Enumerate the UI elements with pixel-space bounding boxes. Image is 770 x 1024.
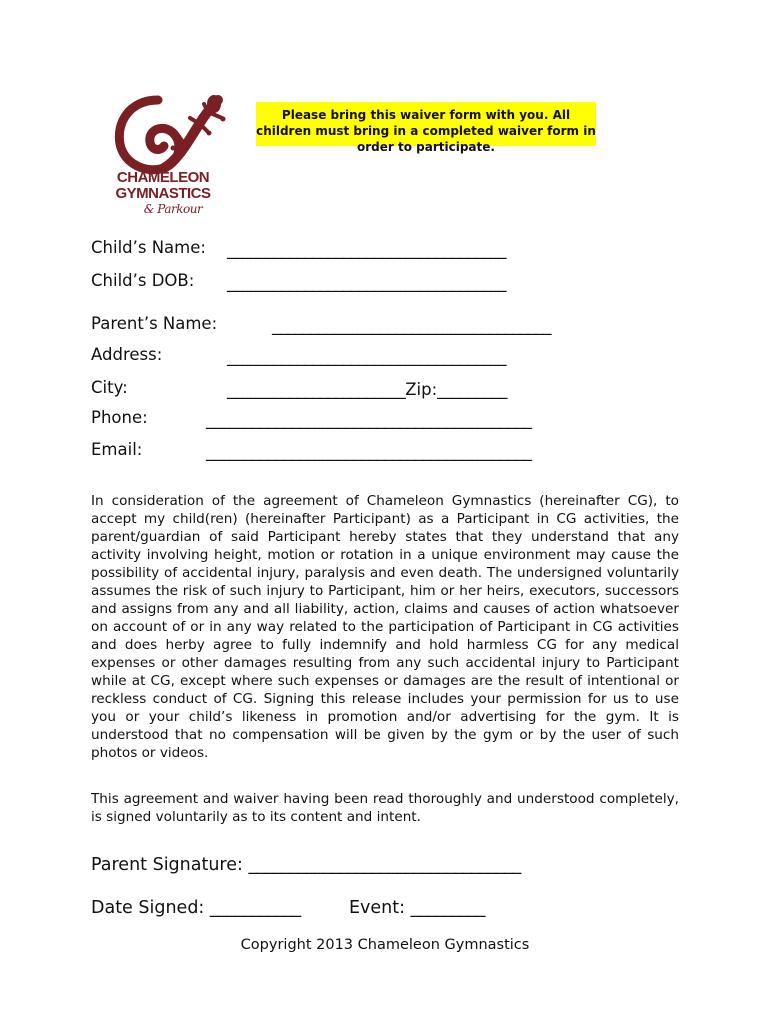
city-zip-row: [227, 380, 507, 400]
parent-signature-label: Parent Signature:: [91, 855, 243, 875]
waiver-paragraph: In consideration of the agreement of Chameleon Gymnastics (hereinafter CG), to accept my child(ren) (hereinafter Participant) as a Participant in CG activities, the parent/guardian of said Participant hereby states that they understand that any activity involving height, motion or rotation in a unique environment may cause the possibility of accidental injury, paralysis and even death. The undersigned voluntarily assumes the risk of such injury to Participant, him or her heirs, executors, successors and assigns from any and all liability, action, claims and causes of action whatsoever on account of or in any way related to the participation of Participant in CG activities and does herby agree to fully indemnify and hold harmless CG for any medical expenses or other damages resulting from any such accidental injury to Participant while at CG, except where such expenses or damages are the result of intentional or reckless conduct of CG. Signing this release includes your permission for us to use you or your child’s likeness in promotion and/or advertising for the gym. It is understood that no compensation will be given by the gym or by the user of such photos or videos.: [91, 493, 679, 761]
parent-signature-row: [91, 854, 521, 876]
notice-box: [256, 102, 596, 154]
email-label: Email:: [91, 440, 143, 459]
child-name-field[interactable]: ____________________________________: [227, 240, 506, 259]
city-label: City:: [91, 378, 128, 397]
notice-text: Please bring this waiver form with you. All children must bring in a completed waiver form in order to participate.: [256, 108, 596, 154]
logo-tagline: & Parkour: [143, 202, 203, 216]
city-field[interactable]: _______________________: [227, 380, 406, 399]
event-label: Event:: [349, 898, 406, 918]
zip-label: Zip:: [405, 380, 438, 399]
copyright-text: Copyright 2013 Chameleon Gymnastics: [240, 937, 530, 953]
phone-label: Phone:: [91, 408, 148, 427]
event-field[interactable]: _________: [410, 898, 485, 918]
parent-name-label: Parent’s Name:: [91, 314, 218, 333]
parent-name-field[interactable]: ____________________________________: [272, 316, 551, 335]
child-dob-field[interactable]: ____________________________________: [227, 273, 506, 292]
logo-line2: GYMNASTICS: [115, 185, 211, 202]
chameleon-gymnastics-logo: [108, 90, 234, 222]
phone-field[interactable]: __________________________________________: [206, 410, 532, 429]
parent-signature-field[interactable]: _________________________________: [248, 855, 521, 875]
event-row: [349, 897, 485, 919]
zip-field[interactable]: _________: [437, 380, 507, 399]
agreement-paragraph: This agreement and waiver having been read thoroughly and understood completely, is signed voluntarily as to its content and intent.: [91, 791, 679, 825]
copyright-footer: [0, 935, 770, 955]
child-name-label: Child’s Name:: [91, 238, 206, 257]
date-signed-field[interactable]: ___________: [209, 898, 301, 918]
address-label: Address:: [91, 345, 163, 364]
address-field[interactable]: ____________________________________: [227, 347, 506, 366]
date-signed-row: [91, 897, 301, 919]
child-dob-label: Child’s DOB:: [91, 271, 195, 290]
date-signed-label: Date Signed:: [91, 898, 205, 918]
logo-line1: CHAMELEON: [116, 169, 210, 186]
email-field[interactable]: __________________________________________: [206, 442, 532, 461]
